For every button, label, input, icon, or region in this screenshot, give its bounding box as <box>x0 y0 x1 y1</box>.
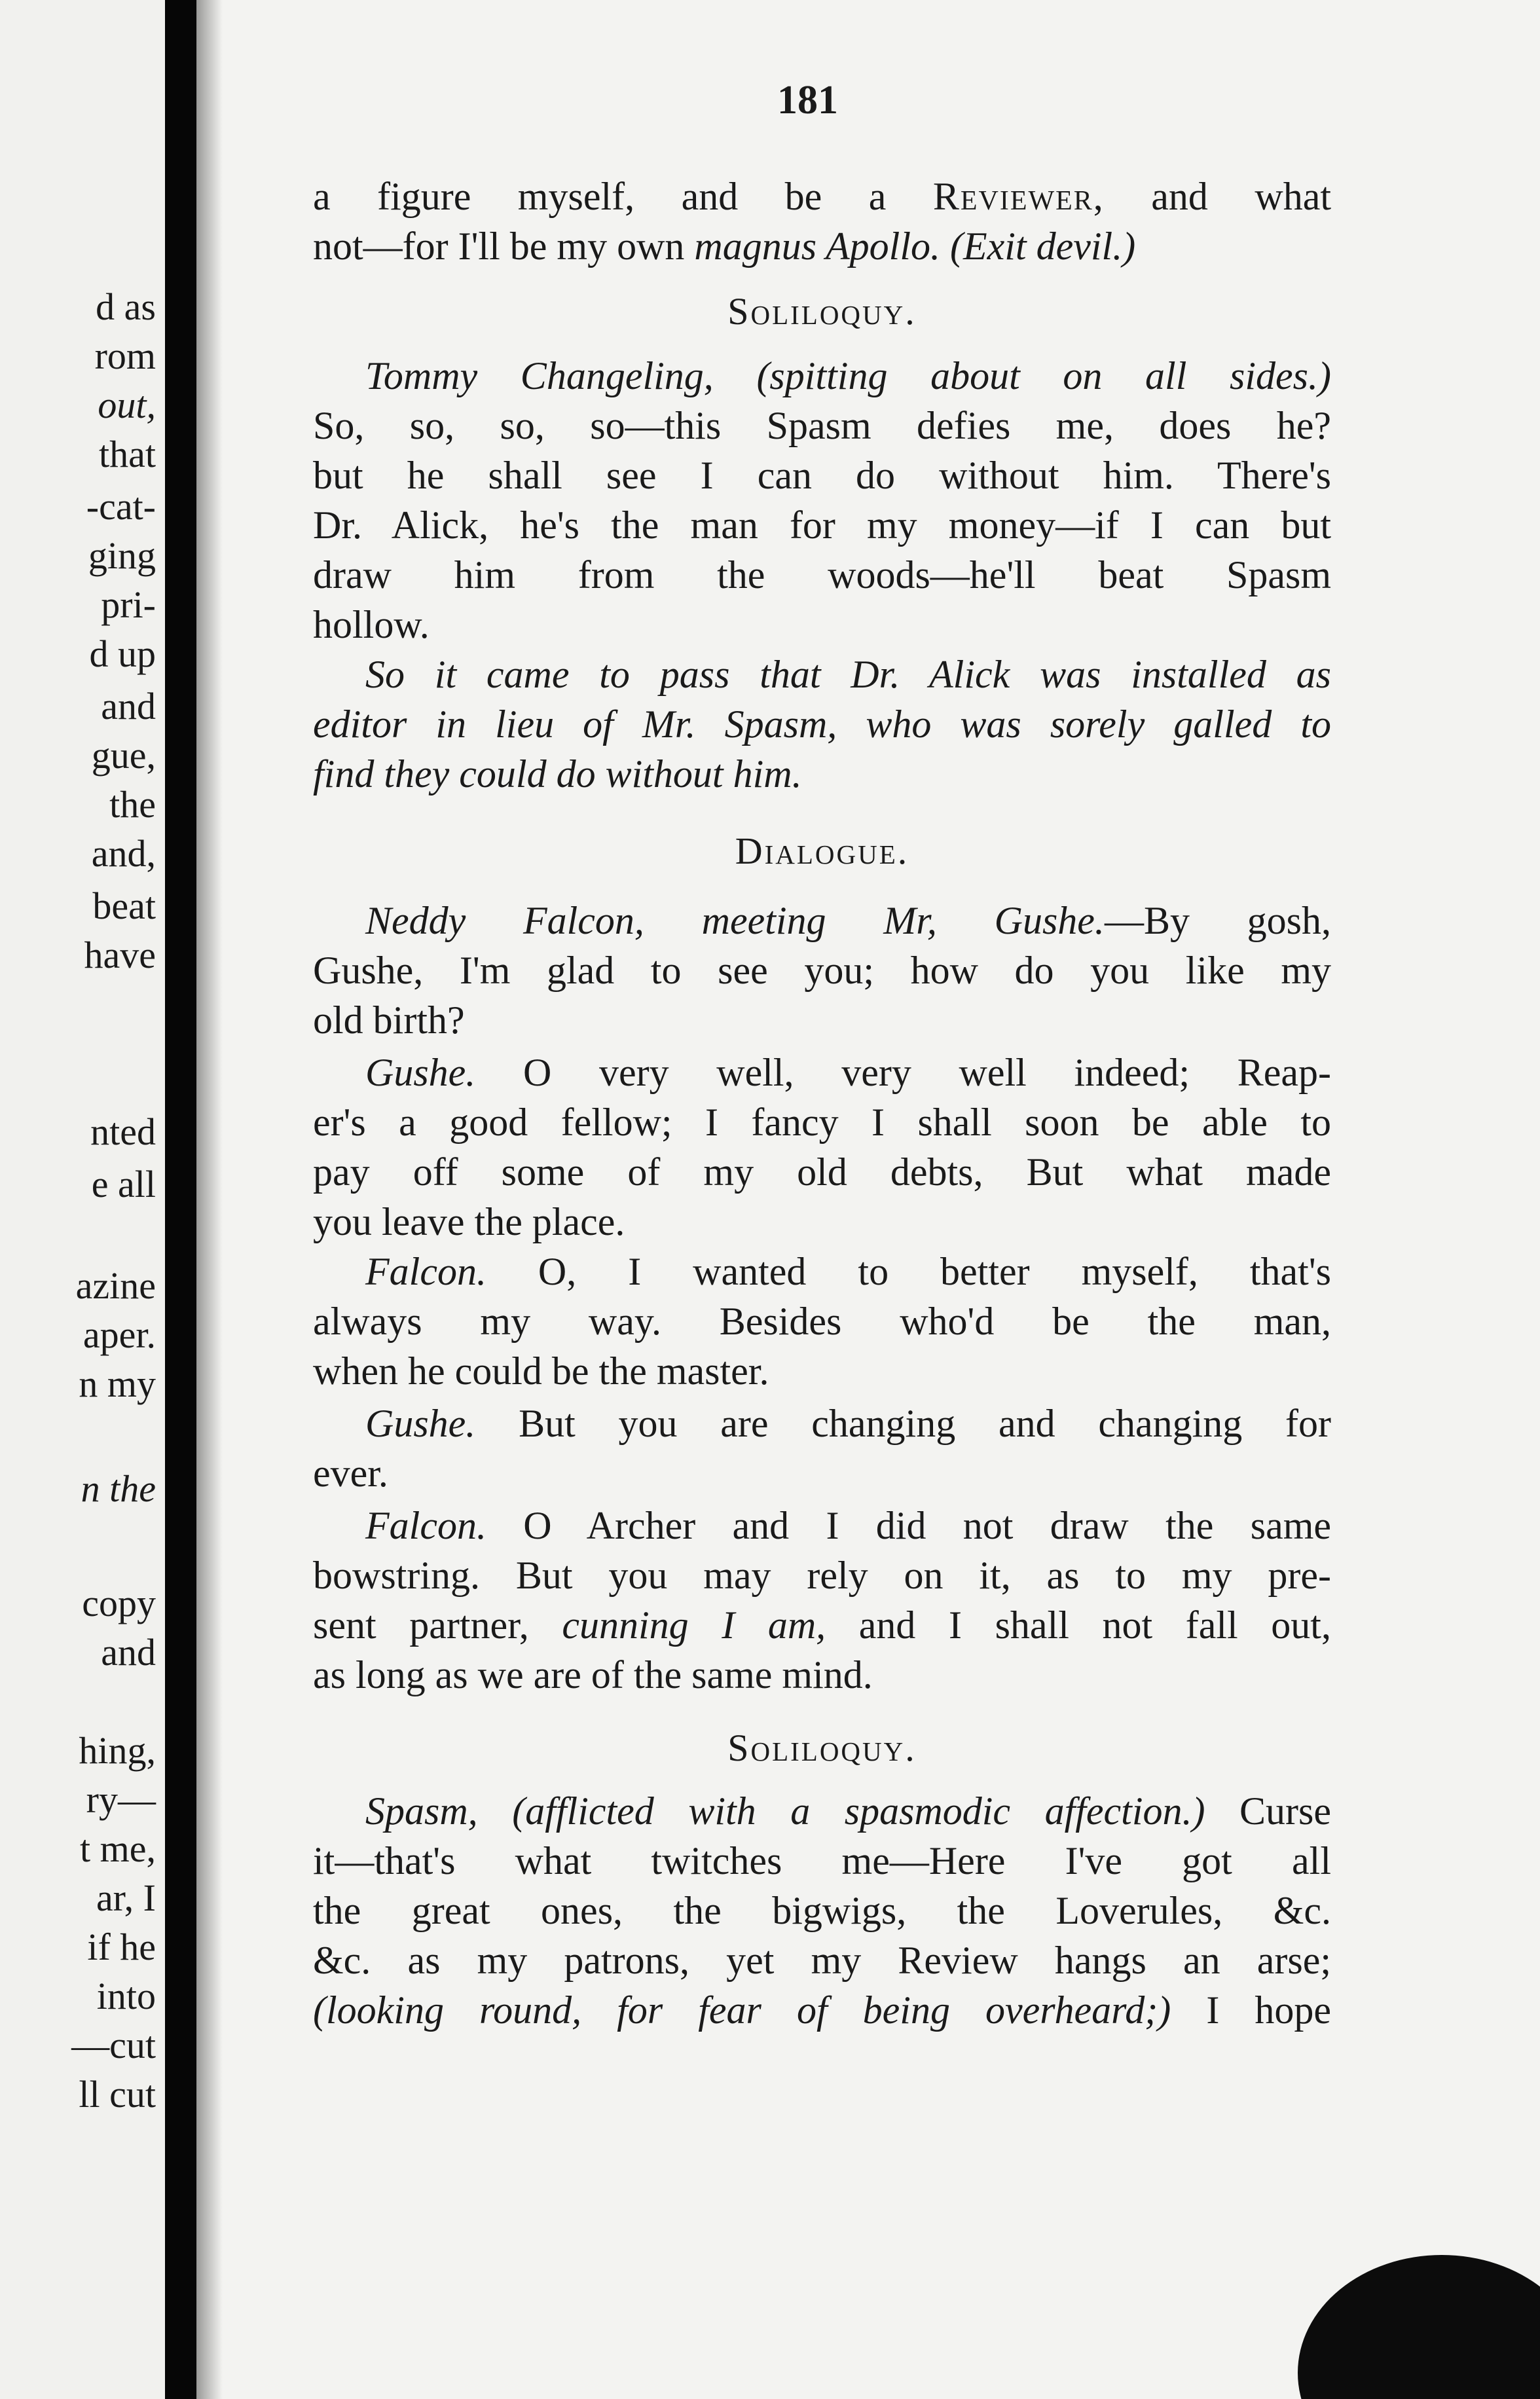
speaker-line: Falcon. O, I wanted to better myself, that's <box>365 1250 1331 1293</box>
left-page-text-fragment: nted <box>90 1110 156 1153</box>
text-line: the great ones, the bigwigs, the Loverules, &c. <box>313 1889 1331 1932</box>
text-line: not—for I'll be my own magnus Apollo. (Exit devil.) <box>313 225 1136 268</box>
left-page-text-fragment: t me, <box>80 1827 156 1870</box>
speaker-line: Gushe. But you are changing and changing for <box>365 1402 1331 1445</box>
text-line: but he shall see I can do without him. There's <box>313 454 1331 497</box>
left-page-text-fragment: —cut <box>71 2024 156 2066</box>
left-page-text-fragment: rom <box>94 335 156 377</box>
section-heading: Soliloquy. <box>727 1727 917 1769</box>
italic-line: So it came to pass that Dr. Alick was installed as <box>365 653 1331 696</box>
left-page-text-fragment: d as <box>96 285 156 328</box>
left-page-text-fragment: e all <box>91 1163 156 1205</box>
left-page-text-fragment: beat <box>92 885 156 927</box>
left-page-text-fragment: pri- <box>101 583 156 626</box>
text-line: always my way. Besides who'd be the man, <box>313 1300 1331 1343</box>
left-page-text-fragment: n the <box>81 1467 156 1510</box>
section-heading: Dialogue. <box>735 830 909 872</box>
left-page-text-fragment: -cat- <box>86 485 156 528</box>
left-page-text-fragment: ry— <box>86 1778 156 1821</box>
speaker-line: Gushe. O very well, very well indeed; Reap- <box>365 1051 1331 1094</box>
left-page-text-fragment: d up <box>89 632 156 675</box>
text-line: a figure myself, and be a Reviewer, and what <box>313 175 1331 218</box>
left-page-text-fragment: hing, <box>79 1729 156 1772</box>
left-page-text-fragment: if he <box>87 1926 156 1968</box>
text-line: when he could be the master. <box>313 1349 769 1393</box>
italic-line: editor in lieu of Mr. Spasm, who was sorely galled to <box>313 703 1331 746</box>
speaker-line: Spasm, (afflicted with a spasmodic affection.) Curse <box>365 1789 1332 1833</box>
left-page-text-fragment: into <box>96 1975 156 2017</box>
left-page-text-fragment: have <box>84 934 156 976</box>
text-line: (looking round, for fear of being overheard;) I hope <box>313 1988 1331 2032</box>
left-page-text-fragment: that <box>99 433 156 475</box>
text-line: sent partner, cunning I am, and I shall not fall out, <box>313 1603 1331 1647</box>
speaker-line: Tommy Changeling, (spitting about on all sides.) <box>365 354 1331 397</box>
left-page-text-fragment: copy <box>82 1582 156 1624</box>
text-line: as long as we are of the same mind. <box>313 1653 873 1696</box>
corner-shadow <box>1298 2255 1540 2399</box>
left-page-text-fragment: the <box>109 783 156 826</box>
left-page-text-fragment: and, <box>91 832 156 875</box>
text-line: Dr. Alick, he's the man for my money—if I can but <box>313 504 1331 547</box>
section-heading: Soliloquy. <box>727 290 917 333</box>
text-line: ever. <box>313 1452 388 1495</box>
text-line: hollow. <box>313 603 430 646</box>
text-line: old birth? <box>313 998 465 1042</box>
left-page-text-fragment: and <box>101 685 156 727</box>
page-number: 181 <box>777 78 838 122</box>
left-page-text-fragment: ll cut <box>79 2073 156 2115</box>
text-line: So, so, so, so—this Spasm defies me, does he? <box>313 404 1331 447</box>
text-line: draw him from the woods—he'll beat Spasm <box>313 553 1331 596</box>
text-line: it—that's what twitches me—Here I've got all <box>313 1839 1331 1882</box>
text-line: you leave the place. <box>313 1200 625 1243</box>
left-page-text-fragment: ar, I <box>96 1877 156 1919</box>
text-line: bowstring. But you may rely on it, as to my pre- <box>313 1554 1331 1597</box>
left-page-text-fragment: n my <box>79 1363 156 1405</box>
italic-line: find they could do without him. <box>313 752 802 796</box>
left-page-text-fragment: and <box>101 1631 156 1674</box>
left-page-fragment <box>0 0 165 2399</box>
speaker-line: Falcon. O Archer and I did not draw the same <box>365 1504 1331 1547</box>
speaker-line: Neddy Falcon, meeting Mr, Gushe.—By gosh, <box>365 899 1332 942</box>
left-page-text-fragment: azine <box>75 1264 156 1307</box>
left-page-text-fragment: ging <box>88 534 156 577</box>
left-page-text-fragment: out, <box>98 384 156 426</box>
text-line: &c. as my patrons, yet my Review hangs an arse; <box>313 1939 1331 1982</box>
left-page-text-fragment: gue, <box>91 734 156 777</box>
left-page-text-fragment: aper. <box>82 1313 156 1356</box>
text-line: Gushe, I'm glad to see you; how do you like my <box>313 949 1331 992</box>
text-line: er's a good fellow; I fancy I shall soon be able to <box>313 1101 1331 1144</box>
text-line: pay off some of my old debts, But what made <box>313 1150 1331 1194</box>
